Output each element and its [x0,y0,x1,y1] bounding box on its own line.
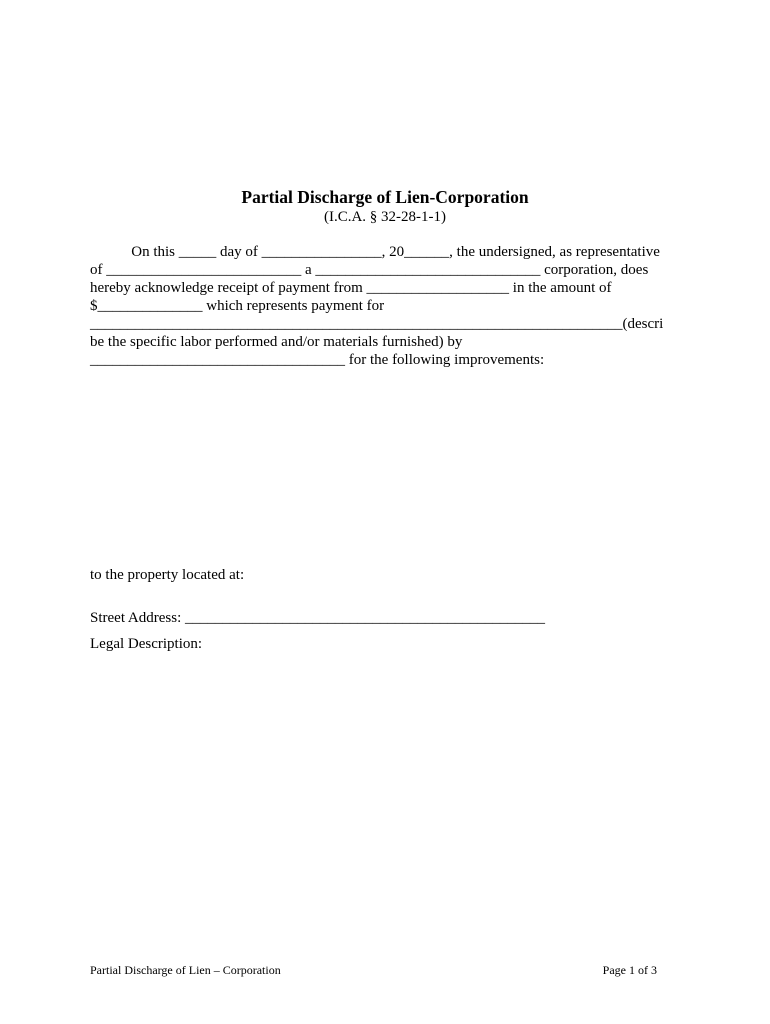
legal-description-label: Legal Description: [90,636,203,652]
body-line-6: be the specific labor performed and/or materials furnished) by [90,334,463,350]
footer-page-number: Page 1 of 3 [602,963,657,977]
body-line-7: __________________________________ for the following improvements: [90,352,545,368]
property-intro: to the property located at: [90,567,245,583]
body-line-1: On this _____ day of ________________, 20______, the undersigned, as representative [90,244,660,260]
document-title: Partial Discharge of Lien-Corporation [241,187,529,207]
body-line-3: hereby acknowledge receipt of payment from ___________________ in the amount of [90,280,612,296]
body-line-5: _______________________________________________________________________(descri [90,316,664,332]
statute-citation: (I.C.A. § 32-28-1-1) [323,209,447,225]
body-line-4: $______________ which represents payment for [90,298,385,314]
street-address-line: Street Address: ________________________________________________ [90,610,545,626]
footer-document-name: Partial Discharge of Lien – Corporation [90,963,281,977]
body-line-2: of __________________________ a ______________________________ corporation, does [90,262,649,278]
